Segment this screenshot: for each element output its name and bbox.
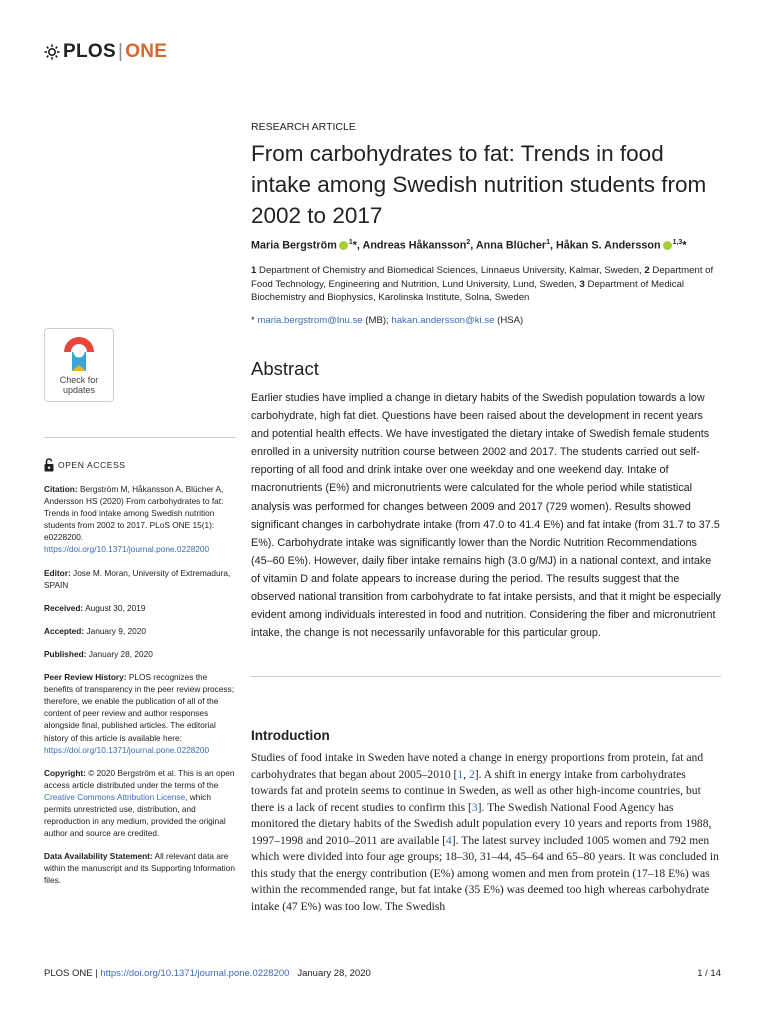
check-line1: Check for <box>59 375 99 385</box>
intro-text: Studies of food intake in Sweden have noted a change in energy proportions from protein, fat and carbohydrates that began about 2005–2010 [ <box>251 751 704 781</box>
author-name[interactable]: Håkan S. Andersson <box>555 239 661 252</box>
editor-label: Editor: <box>44 567 71 578</box>
article-type: RESEARCH ARTICLE <box>251 121 356 133</box>
affil-num: 2 <box>644 265 650 276</box>
affil-num: 1 <box>251 265 257 276</box>
affil-text: Department of Chemistry and Biomedical Sciences, Linnaeus University, Kalmar, Sweden, <box>259 265 642 276</box>
affil-text: Department of Food Technology, Engineering and Nutrition, Lund University, Lund, Sweden, <box>251 265 714 290</box>
author-affil-sup: 2 <box>466 239 471 246</box>
citation-block <box>44 483 236 556</box>
logo-one-text: ONE <box>125 41 168 62</box>
open-access-label: OPEN ACCESS <box>58 460 126 470</box>
article-info-sidebar <box>44 437 236 887</box>
corr-star: * <box>251 315 255 326</box>
intro-text: ]. The latest survey included 1005 women and 792 men which were divided into four age groups; 18–30, 31–44, 45–64 and 65–80 years. It was concluded in this study that the energy contribution (E%) among women and men from protein (17–18 E%) was within the recommended range, but fat intake (35 E%) was deemed too high whereas carbohydrate intake (47 E%) was too low. The Swedish <box>251 833 719 913</box>
published-date: January 28, 2020 <box>88 648 153 659</box>
abstract-divider <box>251 676 721 677</box>
plos-one-logo[interactable] <box>44 41 167 63</box>
intro-text: ]. The Swedish National Food Agency has monitored the dietary habits of the Swedish adult population every 10 years and reports from 1988, 1997–1998 and 2010–2011 are available [ <box>251 800 712 847</box>
author-name[interactable]: Anna Blücher <box>475 239 547 252</box>
accepted-date: January 9, 2020 <box>86 625 146 636</box>
citation-text: Bergström M, Håkansson A, Blücher A, Andersson HS (2020) From carbohydrates to fat: Trends in food intake among Swedish nutrition students from 2002 to 2017. PLoS ONE 15(1): e0228200. <box>44 484 224 543</box>
editor-block <box>44 567 236 591</box>
citation-doi-link[interactable]: https://doi.org/10.1371/journal.pone.0228200 <box>44 544 210 555</box>
published-label: Published: <box>44 648 87 659</box>
received-block <box>44 602 236 614</box>
corresponding-mark: * <box>352 239 357 252</box>
affiliations <box>251 264 721 305</box>
peer-review-label: Peer Review History: <box>44 672 127 683</box>
page-number: 1 / 14 <box>697 968 721 979</box>
peer-review-text: PLOS recognizes the benefits of transparency in the peer review process; therefore, we enable the publication of all of the content of peer review and author responses alongside final, published articles. The editorial history of this article is available here: <box>44 672 235 743</box>
license-link[interactable]: Creative Commons Attribution License <box>44 791 186 802</box>
open-access-badge <box>44 458 236 472</box>
logo-divider: | <box>117 41 124 62</box>
orcid-icon[interactable] <box>339 241 348 250</box>
footer-journal: PLOS ONE | <box>44 968 98 979</box>
data-availability-block <box>44 850 236 886</box>
author-name[interactable]: Andreas Håkansson <box>362 239 467 252</box>
open-lock-icon <box>44 458 54 472</box>
corr-who: (MB); <box>365 315 389 326</box>
peer-review-link[interactable]: https://doi.org/10.1371/journal.pone.0228200 <box>44 744 210 755</box>
orcid-icon[interactable] <box>663 241 672 250</box>
copyright-text-2: , which permits unrestricted use, distribution, and reproduction in any medium, provided the original author and source are credited. <box>44 791 226 839</box>
intro-text: , <box>463 767 469 781</box>
affil-num: 3 <box>579 278 585 290</box>
ref-link[interactable]: 2 <box>468 767 475 781</box>
introduction-heading: Introduction <box>251 728 330 743</box>
data-availability-label: Data Availability Statement: <box>44 851 153 862</box>
author-affil-sup: 1 <box>546 239 550 246</box>
page-footer <box>44 968 721 979</box>
author-affil-sup: 1 <box>348 239 353 246</box>
received-label: Received: <box>44 602 84 613</box>
intro-text: ]. A shift in energy intake from carbohydrates towards fat and protein seems to continue in Sweden, as well as other high-income countries, but there is a lack of recent studies to confirm this [ <box>251 767 701 814</box>
abstract-heading: Abstract <box>251 358 319 379</box>
accepted-block <box>44 625 236 637</box>
corresponding-mark: * <box>682 239 687 252</box>
crossmark-icon <box>62 335 96 373</box>
check-for-updates-badge[interactable] <box>44 328 114 402</box>
published-block <box>44 648 236 660</box>
email-link-hsa[interactable]: hakan.andersson@ki.se <box>391 315 495 326</box>
accepted-label: Accepted: <box>44 625 85 636</box>
data-availability-text: All relevant data are within the manuscript and its Supporting Information files. <box>44 851 235 886</box>
ref-link[interactable]: 4 <box>446 833 452 847</box>
received-date: August 30, 2019 <box>85 602 146 613</box>
introduction-text <box>251 750 721 915</box>
author-affil-sup: 1,3 <box>672 239 683 246</box>
copyright-block <box>44 767 236 840</box>
check-line2: updates <box>62 385 95 395</box>
editor-text: Jose M. Moran, University of Extremadura, SPAIN <box>44 567 231 590</box>
copyright-label: Copyright: <box>44 767 86 778</box>
email-link-mb[interactable]: maria.bergstrom@lnu.se <box>257 315 363 326</box>
plos-sun-icon <box>44 44 60 60</box>
article-title: From carbohydrates to fat: Trends in food intake among Swedish nutrition students from 2002 to 2017 <box>251 141 707 228</box>
author-name[interactable]: Maria Bergström <box>251 239 337 252</box>
logo-plos-text: PLOS <box>63 41 116 62</box>
peer-review-block <box>44 671 236 756</box>
footer-date: January 28, 2020 <box>297 968 371 979</box>
corresponding-emails <box>251 315 721 326</box>
affil-text: Department of Medical Biochemistry and Biophysics, Karolinska Institute, Solna, Sweden <box>251 278 685 303</box>
corr-who: (HSA) <box>497 315 524 326</box>
ref-link[interactable]: 1 <box>457 767 464 781</box>
ref-link[interactable]: 3 <box>471 800 478 814</box>
check-updates-label <box>60 375 99 395</box>
citation-label: Citation: <box>44 484 78 494</box>
author-list: Maria Bergström $^1$*, Andreas Håkansson$^2$, Anna Blücher$^1$, Håkan S. Andersson $^{1,3}$* <box>251 239 687 252</box>
copyright-text: © 2020 Bergström et al. This is an open access article distributed under the terms of the <box>44 767 235 790</box>
abstract-text: Earlier studies have implied a change in dietary habits of the Swedish population towards a low carbohydrate, high fat diet. Questions have been raised about the development in recent years and potential health effects. We have investigated the dietary intake of Swedish female students enrolled in a university nutrition course between 2002 and 2017. The students carried out self-reporting of all food and drink intake over one weekday and one weekend day. Intake of macronutrients (E%) and micronutrients were calculated for the whole period while statistical analysis was performed for changes between 2009 and 2017 (729 women). Results showed significant changes in carbohydrate intake (from 47.0 to 41.4 E%) and fat intake (from 31.7 to 37.5 E%). Carbohydrate intake was significantly lower than the Nordic Nutrition Recommendations (45–60 E%). However, daily fiber intake remains high (3.0 g/MJ) in a national context, and intake of vitamin D and folate appears to increase during the period. The results suggest that the observed national transition from carbohydrate to fat intake persists, and that it might be especially evident among individuals interested in food and nutrition. Considering the fiber and micronutrient intake, the change is not necessarily unfavorable for this particular group. <box>251 392 721 640</box>
footer-doi-link[interactable]: https://doi.org/10.1371/journal.pone.0228200 <box>100 968 290 979</box>
